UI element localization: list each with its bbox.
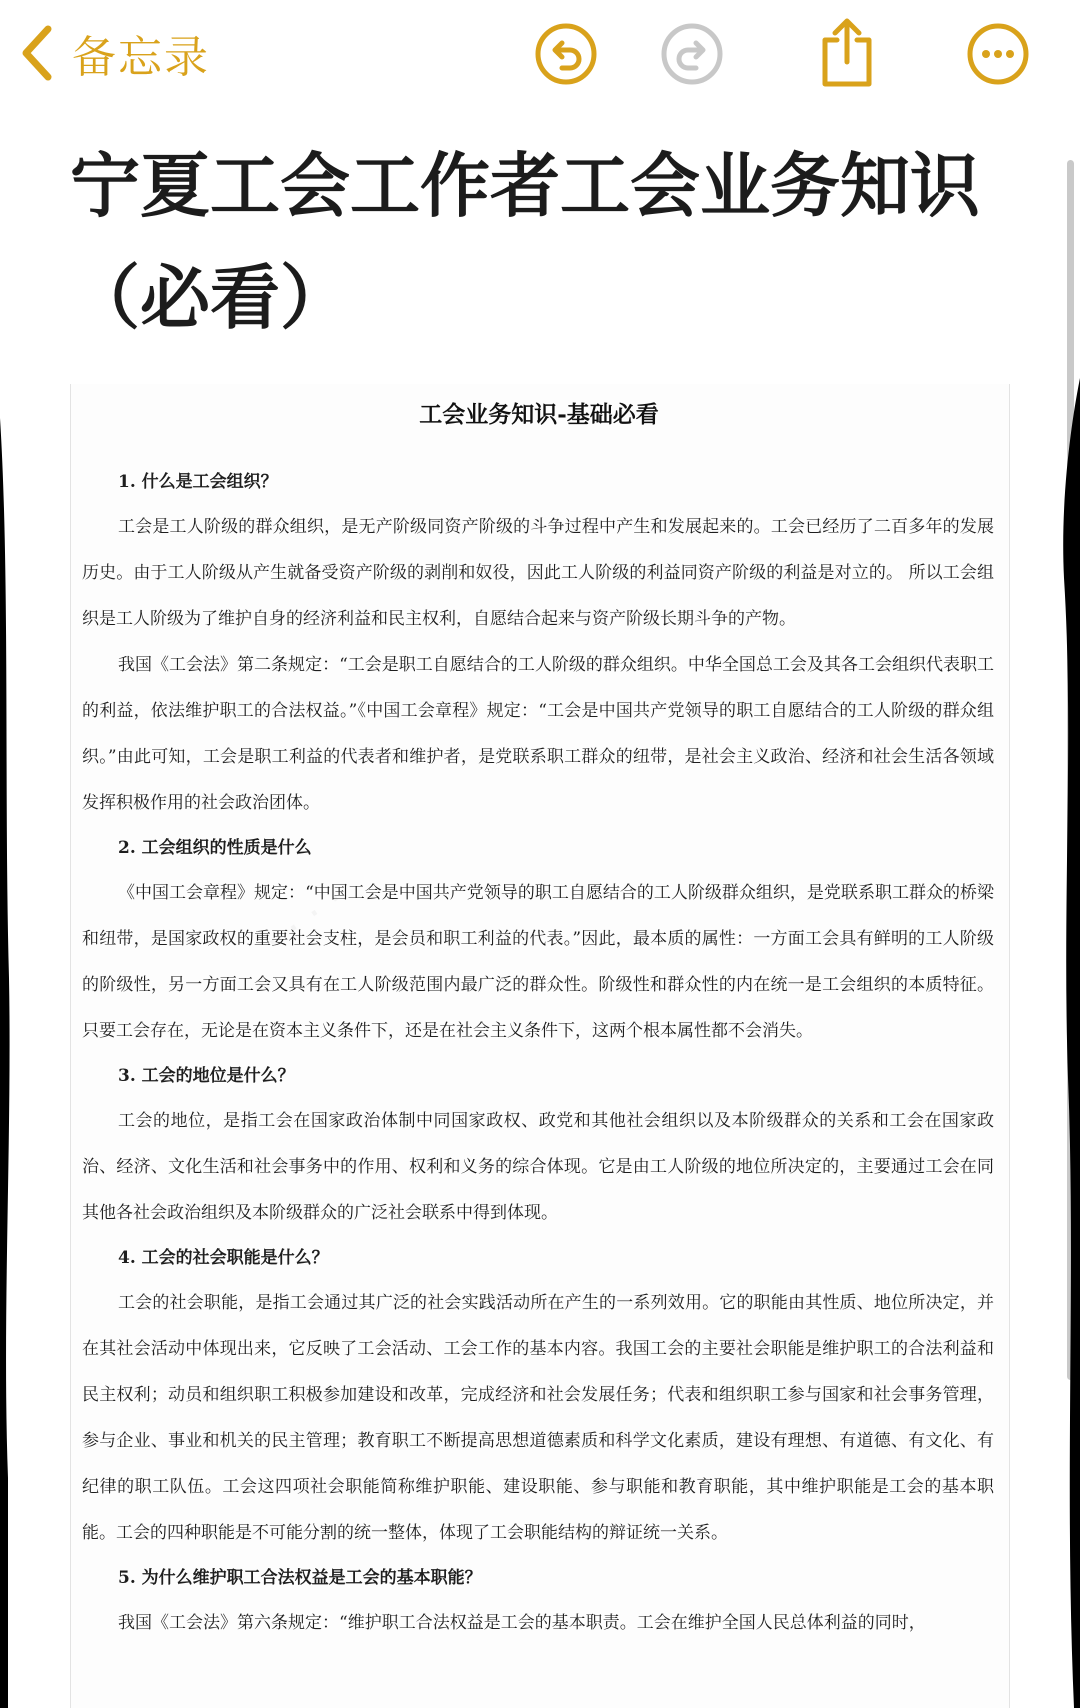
photo-edge-right bbox=[1058, 378, 1080, 1708]
more-icon bbox=[966, 22, 1030, 86]
document-body bbox=[82, 460, 994, 1646]
document-heading: 工会业务知识-基础必看 bbox=[419, 401, 659, 428]
paragraph: 工会的地位，是指工会在国家政治体制中同国家政权、政党和其他社会组织以及本阶级群众的关系和工会在国家政治、经济、文化生活和社会事务中的作用、权利和义务的综合体现。它是由工人阶级的地位所决定的，主要通过工会在同其他各社会政治组织及本阶级群众的广泛社会联系中得到体现。 bbox=[82, 1111, 994, 1223]
question-4: 4. 工会的社会职能是什么？ bbox=[118, 1248, 329, 1268]
chevron-left-icon bbox=[20, 24, 54, 82]
navigation-bar bbox=[0, 0, 1080, 110]
question-5: 5. 为什么维护职工合法权益是工会的基本职能？ bbox=[118, 1568, 482, 1588]
more-button[interactable] bbox=[966, 22, 1030, 86]
paragraph: 我国《工会法》第二条规定：“工会是职工自愿结合的工人阶级的群众组织。中华全国总工会及其各工会组织代表职工的利益，依法维护职工的合法权益。”《中国工会章程》规定：“工会是中国共产党领导的职工自愿结合的工人阶级的群众组织。”由此可知，工会是职工利益的代表者和维护者，是党联系职工群众的纽带，是社会主义政治、经济和社会生活各领域发挥积极作用的社会政治团体。 bbox=[82, 655, 994, 813]
redo-button[interactable] bbox=[660, 22, 724, 86]
photo-edge-left bbox=[0, 378, 12, 1708]
back-button[interactable] bbox=[20, 18, 210, 88]
document-image[interactable] bbox=[0, 378, 1080, 1708]
back-button-label: 备忘录 bbox=[72, 32, 210, 83]
paragraph: 工会是工人阶级的群众组织，是无产阶级同资产阶级的斗争过程中产生和发展起来的。工会已经历了二百多年的发展历史。由于工人阶级从产生就备受资产阶级的剥削和奴役，因此工人阶级的利益同资产阶级的利益是对立的。 所以工会组织是工人阶级为了维护自身的经济利益和民主权利，自愿结合起来与资产阶级长期斗争的产物。 bbox=[82, 517, 994, 629]
question-2: 2. 工会组织的性质是什么 bbox=[118, 838, 312, 858]
paragraph: 工会的社会职能，是指工会通过其广泛的社会实践活动所在产生的一系列效用。它的职能由其性质、地位所决定，并在其社会活动中体现出来，它反映了工会活动、工会工作的基本内容。我国工会的主要社会职能是维护职工的合法利益和民主权利；动员和组织职工积极参加建设和改革，完成经济和社会发展任务；代表和组织职工参与国家和社会事务管理，参与企业、事业和机关的民主管理；教育职工不断提高思想道德素质和科学文化素质，建设有理想、有道德、有文化、有纪律的职工队伍。工会这四项社会职能简称维护职能、建设职能、参与职能和教育职能，其中维护职能是工会的基本职能。工会的四种职能是不可能分割的统一整体，体现了工会职能结构的辩证统一关系。 bbox=[82, 1293, 994, 1543]
question-3: 3. 工会的地位是什么？ bbox=[118, 1066, 295, 1086]
share-button[interactable] bbox=[815, 14, 879, 90]
question-1: 1. 什么是工会组织？ bbox=[118, 472, 278, 492]
paragraph: 我国《工会法》第六条规定：“维护职工合法权益是工会的基本职责。工会在维护全国人民总体利益的同时， bbox=[118, 1613, 926, 1633]
note-title[interactable]: 宁夏工会工作者工会业务知识（必看） bbox=[70, 145, 980, 339]
paragraph: 《中国工会章程》规定：“中国工会是中国共产党领导的职工自愿结合的工人阶级群众组织，是党联系职工群众的桥梁和纽带，是国家政权的重要社会支柱，是会员和职工利益的代表。”因此，最本质的属性：一方面工会具有鲜明的工人阶级的阶级性，另一方面工会又具有在工人阶级范围内最广泛的群众性。阶级性和群众性的内在统一是工会组织的本质特征。只要工会存在，无论是在资本主义条件下，还是在社会主义条件下，这两个根本属性都不会消失。 bbox=[82, 883, 994, 1041]
redo-icon bbox=[660, 22, 724, 86]
undo-icon bbox=[534, 22, 598, 86]
share-icon bbox=[815, 14, 879, 90]
undo-button[interactable] bbox=[534, 22, 598, 86]
